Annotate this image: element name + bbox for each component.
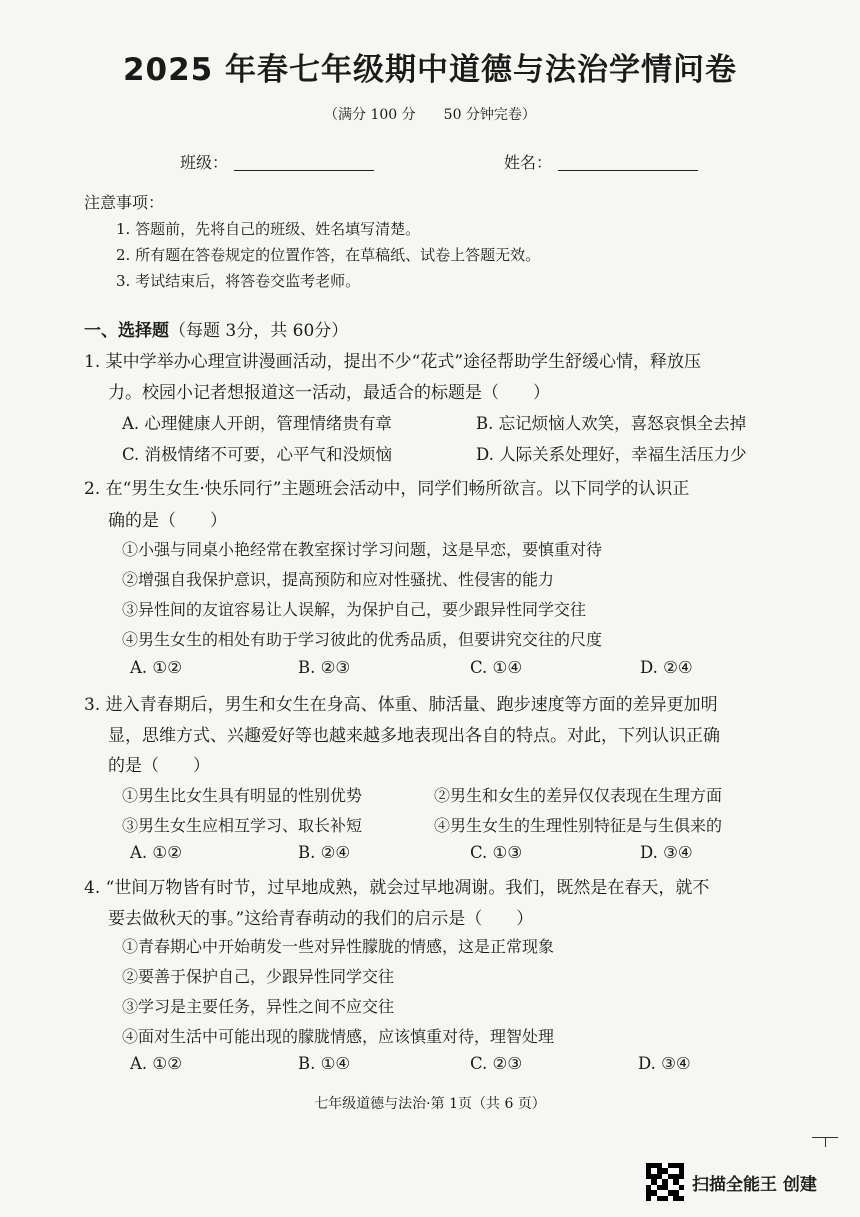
question-4-option-b: B. ①④ (298, 1054, 351, 1073)
question-4-option-d: D. ③④ (638, 1054, 691, 1073)
question-2-option-d: D. ②④ (640, 658, 693, 677)
question-3-option-a: A. ①② (130, 843, 182, 862)
notice-item: 3. 考试结束后，将答卷交监考老师。 (116, 272, 361, 290)
question-4-option-c: C. ②③ (470, 1054, 523, 1073)
question-4-line: 4. “世间万物皆有时节，过早地成熟，就会过早地凋谢。我们，既然是在春天，就不 (84, 878, 710, 898)
question-3-line: 的是（ ） (108, 756, 210, 776)
notice-item: 2. 所有题在答卷规定的位置作答，在草稿纸、试卷上答题无效。 (116, 246, 541, 264)
question-2-line: 确的是（ ） (108, 511, 227, 531)
question-1-option-d: D. 人际关系处理好，幸福生活压力少 (476, 445, 747, 464)
class-label: 班级： (180, 153, 229, 172)
question-1-option-b: B. 忘记烦恼人欢笑，喜怒哀惧全去掉 (476, 414, 747, 433)
section-heading (84, 316, 348, 341)
watermark-brand: 扫描全能王 创建 (692, 1175, 817, 1195)
question-3-statement: ③男生女生应相互学习、取长补短 (122, 816, 363, 835)
notice-heading: 注意事项： (84, 193, 165, 212)
question-4-line: 要去做秋天的事。”这给青春萌动的我们的启示是（ ） (108, 909, 534, 929)
question-2-line: 2. 在“男生女生·快乐同行”主题班会活动中，同学们畅所欲言。以下同学的认识正 (84, 479, 690, 499)
crop-mark (825, 1137, 826, 1147)
question-2-option-b: B. ②③ (298, 658, 351, 677)
question-4-statement: ②要善于保护自己，少跟异性同学交往 (122, 967, 395, 986)
question-4-statement: ④面对生活中可能出现的朦胧情感，应该慎重对待，理智处理 (122, 1027, 555, 1046)
exam-subtitle: （满分 100 分 50 分钟完卷） (324, 107, 536, 123)
question-3-line: 3. 进入青春期后，男生和女生在身高、体重、肺活量、跑步速度等方面的差异更加明 (84, 695, 718, 715)
question-1-line: 1. 某中学举办心理宣讲漫画活动，提出不少“花式”途径帮助学生舒缓心情，释放压 (84, 352, 702, 372)
question-3-statement: ①男生比女生具有明显的性别优势 (122, 786, 363, 805)
question-1-option-c: C. 消极情绪不可要，心平气和没烦恼 (122, 445, 393, 464)
section-note: （每题 3分，共 60分） (169, 321, 349, 341)
question-3-option-b: B. ②④ (298, 843, 351, 862)
name-field (504, 150, 698, 173)
question-4-option-a: A. ①② (130, 1054, 182, 1073)
question-4-statement: ①青春期心中开始萌发一些对异性朦胧的情感，这是正常现象 (122, 937, 555, 956)
exam-title: 2025 年春七年级期中道德与法治学情问卷 (122, 52, 738, 88)
question-2-statement: ③异性间的友谊容易让人误解，为保护自己，要少跟异性同学交往 (122, 600, 587, 619)
question-1-line: 力。校园小记者想报道这一活动，最适合的标题是（ ） (108, 383, 550, 403)
question-3-statement: ④男生女生的生理性别特征是与生俱来的 (434, 816, 723, 835)
page-footer: 七年级道德与法治·第 1页（共 6 页） (314, 1096, 546, 1112)
name-blank-line (558, 169, 698, 171)
class-blank-line (234, 169, 374, 171)
class-field (180, 150, 374, 173)
name-label: 姓名： (504, 153, 553, 172)
qr-code-icon (646, 1163, 684, 1201)
section-title: 一、选择题 (84, 321, 169, 341)
question-3-option-d: D. ③④ (640, 843, 693, 862)
question-2-statement: ④男生女生的相处有助于学习彼此的优秀品质，但要讲究交往的尺度 (122, 630, 603, 649)
question-3-statement: ②男生和女生的差异仅仅表现在生理方面 (434, 786, 723, 805)
question-3-option-c: C. ①③ (470, 843, 523, 862)
question-2-option-c: C. ①④ (470, 658, 523, 677)
question-4-statement: ③学习是主要任务，异性之间不应交往 (122, 997, 395, 1016)
question-2-statement: ②增强自我保护意识，提高预防和应对性骚扰、性侵害的能力 (122, 570, 555, 589)
question-2-option-a: A. ①② (130, 658, 182, 677)
notice-item: 1. 答题前，先将自己的班级、姓名填写清楚。 (116, 220, 421, 238)
question-2-statement: ①小强与同桌小艳经常在教室探讨学习问题，这是早恋，要慎重对待 (122, 540, 603, 559)
question-3-line: 显，思维方式、兴趣爱好等也越来越多地表现出各自的特点。对此，下列认识正确 (108, 726, 720, 746)
question-1-option-a: A. 心理健康人开朗，管理情绪贵有章 (122, 414, 392, 433)
